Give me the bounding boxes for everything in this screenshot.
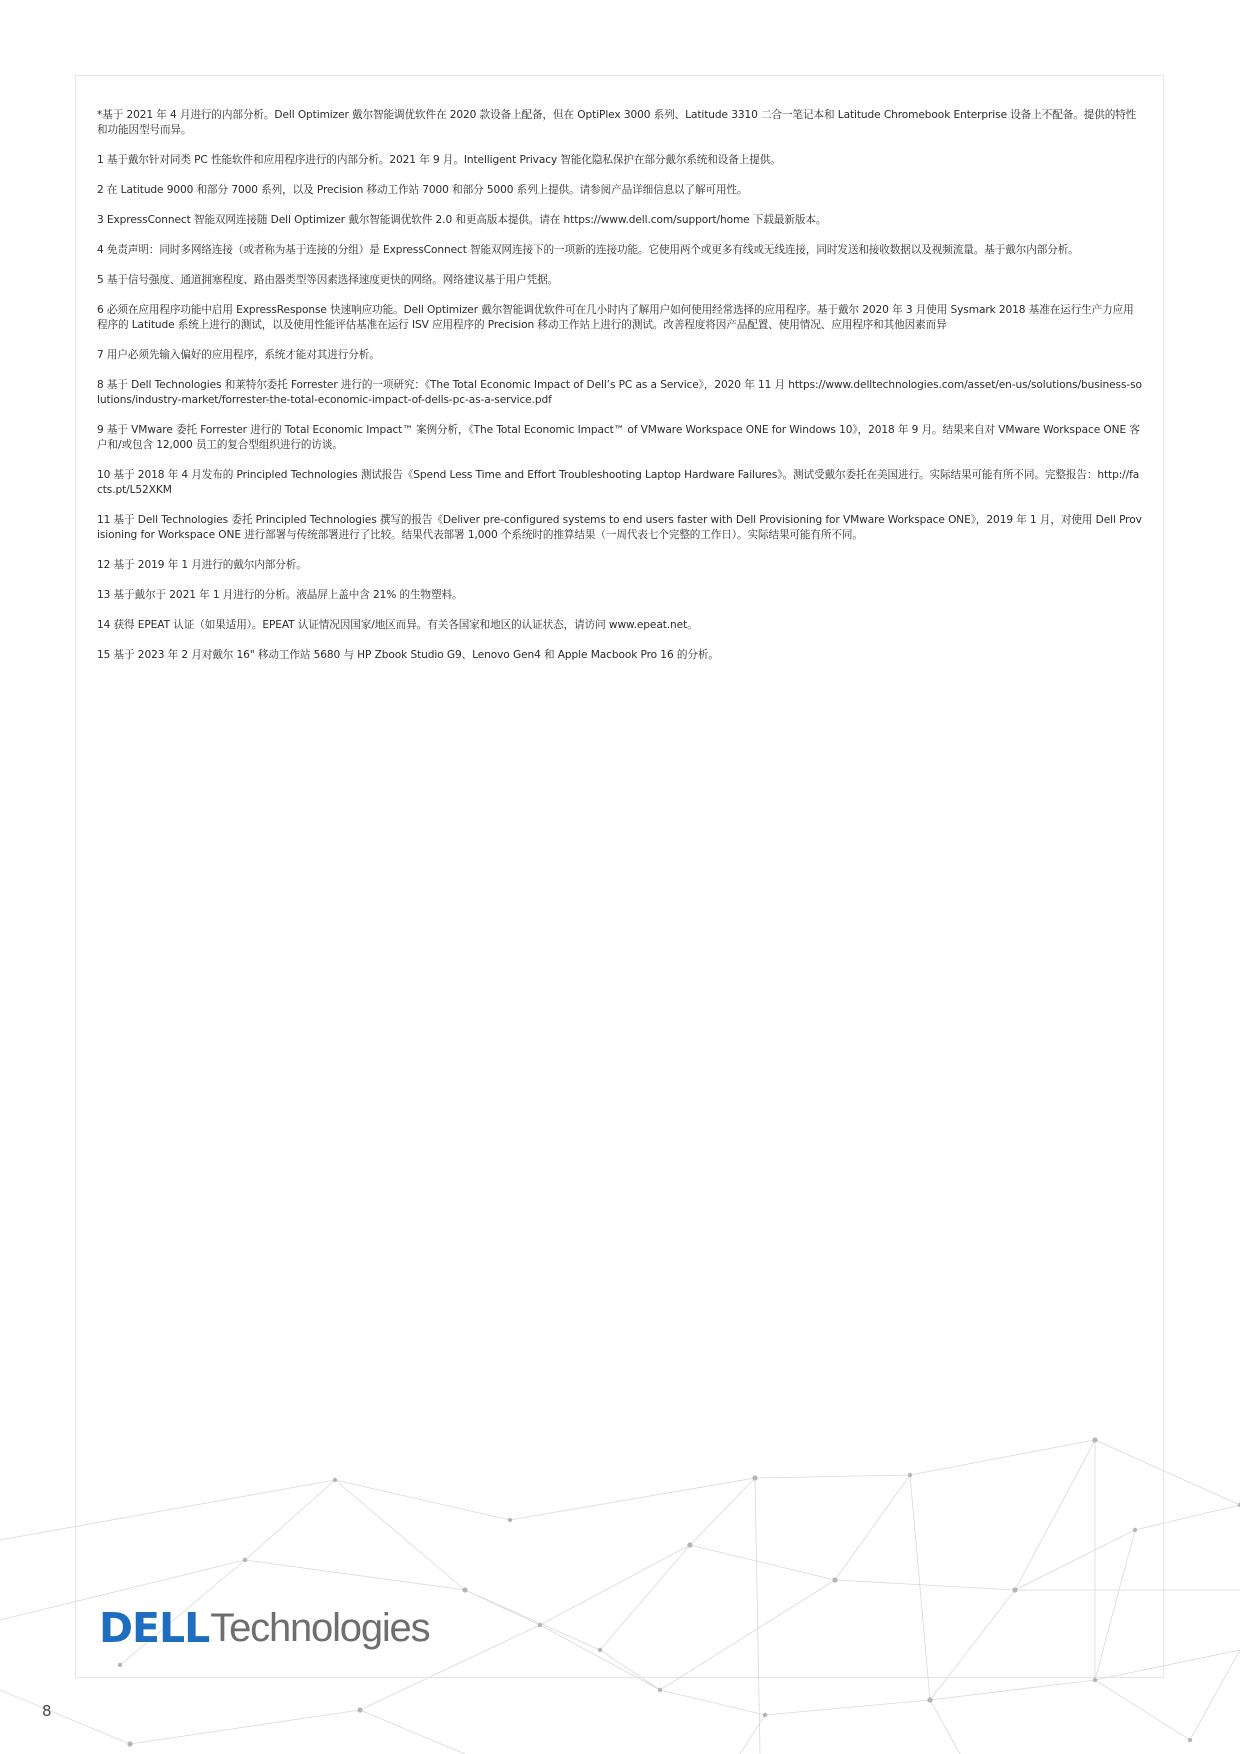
logo-dell-wordmark: DELL <box>99 1604 210 1652</box>
logo-technologies-wordmark: Technologies <box>210 1605 430 1650</box>
footnote-9: 9 基于 VMware 委托 Forrester 进行的 Total Economic Impact™ 案例分析，《The Total Economic Impact™ of VMware Workspace ONE for Windows 10》，2018 年 9 月。结果来自对 VMware Workspace ONE 客户和/或包含 12,000 员工的复合型组织进行的访谈。 <box>97 424 1140 451</box>
footnote-2: 2 在 Latitude 9000 和部分 7000 系列，以及 Precision 移动工作站 7000 和部分 5000 系列上提供。请参阅产品详细信息以了解可用性。 <box>97 184 748 196</box>
footnote-14: 14 获得 EPEAT 认证（如果适用）。EPEAT 认证情况因国家/地区而异。有关各国家和地区的认证状态，请访问 www.epeat.net。 <box>97 619 698 631</box>
page-number: 8 <box>42 1702 52 1720</box>
dell-technologies-logo <box>99 1603 429 1653</box>
footnote-7: 7 用户必须先输入偏好的应用程序，系统才能对其进行分析。 <box>97 349 380 361</box>
footnote-8: 8 基于 Dell Technologies 和莱特尔委托 Forrester 进行的一项研究：《The Total Economic Impact of Dell’s PC as a Service》，2020 年 11 月 https://www.delltechnologies.com/asset/en-us/solutions/business-solutions/industry-market/forrester-the-total-economic-impact-of-dells-pc-as-a-service.pdf <box>97 379 1142 406</box>
footnote-4: 4 免责声明：同时多网络连接（或者称为基于连接的分组）是 ExpressConnect 智能双网连接下的一项新的连接功能。它使用两个或更多有线或无线连接，同时发送和接收数据以及视频流量。基于戴尔内部分析。 <box>97 244 1079 256</box>
footnote-10: 10 基于 2018 年 4 月发布的 Principled Technologies 测试报告《Spend Less Time and Effort Troubleshooting Laptop Hardware Failures》。测试受戴尔委托在美国进行。实际结果可能有所不同。完整报告：http://facts.pt/L52XKM <box>97 469 1140 496</box>
footnote-12: 12 基于 2019 年 1 月进行的戴尔内部分析。 <box>97 559 307 571</box>
footnote-3: 3 ExpressConnect 智能双网连接随 Dell Optimizer 戴尔智能调优软件 2.0 和更高版本提供。请在 https://www.dell.com/support/home 下载最新版本。 <box>97 214 827 226</box>
footnote-11: 11 基于 Dell Technologies 委托 Principled Technologies 撰写的报告《Deliver pre-configured systems to end users faster with Dell Provisioning for VMware Workspace ONE》，2019 年 1 月，对使用 Dell Provisioning for Workspace ONE 进行部署与传统部署进行了比较。结果代表部署 1,000 个系统时的推算结果（一周代表七个完整的工作日）。实际结果可能有所不同。 <box>97 514 1142 541</box>
network-background-graphic <box>0 1400 1240 1754</box>
footnote-asterisk: *基于 2021 年 4 月进行的内部分析。Dell Optimizer 戴尔智能调优软件在 2020 款设备上配备，但在 OptiPlex 3000 系列、Latitude 3310 二合一笔记本和 Latitude Chromebook Enterprise 设备上不配备。提供的特性和功能因型号而异。 <box>97 109 1137 136</box>
footnotes <box>97 108 1143 678</box>
footnote-5: 5 基于信号强度、通道拥塞程度、路由器类型等因素选择速度更快的网络。网络建议基于用户凭据。 <box>97 274 559 286</box>
footnote-6: 6 必须在应用程序功能中启用 ExpressResponse 快速响应功能。Dell Optimizer 戴尔智能调优软件可在几小时内了解用户如何使用经常选择的应用程序。基于戴尔 2020 年 3 月使用 Sysmark 2018 基准在运行生产力应用程序的 Latitude 系统上进行的测试，以及使用性能评估基准在运行 ISV 应用程序的 Precision 移动工作站上进行的测试。改善程度将因产品配置、使用情况、应用程序和其他因素而异 <box>97 304 1134 331</box>
footnote-13: 13 基于戴尔于 2021 年 1 月进行的分析。液晶屏上盖中含 21% 的生物塑料。 <box>97 589 463 601</box>
footnote-15: 15 基于 2023 年 2 月对戴尔 16" 移动工作站 5680 与 HP Zbook Studio G9、Lenovo Gen4 和 Apple Macbook Pro 16 的分析。 <box>97 649 719 661</box>
footnote-1: 1 基于戴尔针对同类 PC 性能软件和应用程序进行的内部分析。2021 年 9 月。Intelligent Privacy 智能化隐私保护在部分戴尔系统和设备上提供。 <box>97 154 781 166</box>
